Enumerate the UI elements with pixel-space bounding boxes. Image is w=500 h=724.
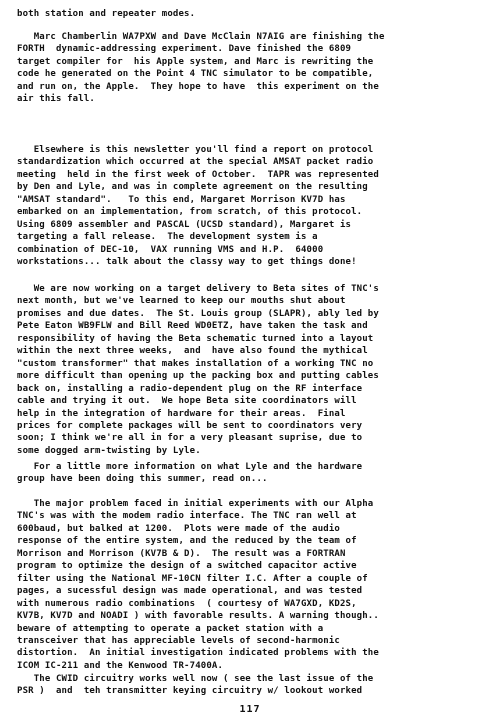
text-line: Using 6809 assembler and PASCAL (UCSD standard), Margaret is	[17, 219, 352, 230]
text-line: target compiler for his Apple system, and Marc is rewriting the	[17, 56, 374, 67]
text-line: beware of attempting to operate a packet station with a	[17, 623, 324, 634]
text-line: For a little more information on what Lyle and the hardware	[17, 462, 363, 472]
text-line: responsibility of having the Beta schematic turned into a layout	[17, 333, 374, 344]
text-line: ICOM IC-211 and the Kenwood TR-7400A.	[17, 660, 224, 671]
text-line: "AMSAT standard". To this end, Margaret Morrison KV7D has	[17, 194, 346, 205]
text-line: prices for complete packages will be sent to coordinators very	[17, 420, 363, 431]
text-line: promises and due dates. The St. Louis group (SLAPR), ably led by	[17, 308, 379, 319]
text-line: "custom transformer" that makes installation of a working TNC no	[17, 358, 374, 369]
text-line: by Den and Lyle, and was in complete agreement on the resulting	[17, 182, 368, 193]
page-number: 117	[239, 704, 261, 715]
text-line: embarked on an implementation, from scratch, of this protocol.	[17, 207, 363, 218]
text-line: The major problem faced in initial experiments with our Alpha	[17, 499, 374, 509]
text-line: pages, a sucessful design was made operational, and was tested	[17, 586, 363, 597]
text-line: combination of DEC-10, VAX running VMS and H.P. 64000	[17, 244, 324, 255]
text-line: program to optimize the design of a switched capacitor active	[17, 561, 357, 572]
text-line: standardization which occurred at the special AMSAT packet radio	[17, 157, 374, 168]
text-line: 600baud, but balked at 1200. Plots were made of the audio	[17, 523, 340, 534]
text-line: targeting a fall release. The development system is a	[17, 232, 318, 243]
text-line: FORTH dynamic-addressing experiment. Dave finished the 6809	[17, 44, 352, 55]
text-line: more difficult than opening up the packing box and putting cables	[17, 371, 379, 382]
text-line: soon; I think we're all in for a very pleasant suprise, due to	[17, 433, 363, 444]
text-line: Pete Eaton WB9FLW and Bill Reed WD0ETZ, have taken the task and	[17, 321, 368, 332]
text-line: both station and repeater modes.	[17, 9, 196, 19]
text-line: PSR ) and teh transmitter keying circuitry w/ lookout worked	[17, 686, 363, 697]
text-line: TNC's was with the modem radio interface. The TNC ran well at	[17, 511, 357, 522]
text-line: response of the entire system, and the reduced by the team of	[17, 536, 357, 547]
text-line: workstations... talk about the classy way to get things done!	[17, 257, 357, 268]
text-line: help in the integration of hardware for their areas. Final	[17, 408, 346, 419]
text-line: cable and trying it out. We hope Beta site coordinators will	[17, 396, 357, 407]
text-line: KV7B, KV7D and NOADI ) with favorable results. A warning though..	[17, 611, 379, 622]
text-line: transceiver that has appreciable levels of second-harmonic	[17, 635, 340, 646]
text-line: The CWID circuitry works well now ( see the last issue of the	[17, 674, 374, 684]
text-line: within the next three weeks, and have also found the mythical	[17, 346, 368, 357]
text-line: We are now working on a target delivery to Beta sites of TNC's	[17, 284, 379, 294]
text-line: next month, but we've learned to keep our mouths shut about	[17, 296, 346, 307]
text-line: back on, installing a radio-dependent plug on the RF interface	[17, 383, 363, 394]
text-line: and run on, the Apple. They hope to have this experiment on the	[17, 81, 379, 92]
text-line: Morrison and Morrison (KV7B & D). The result was a FORTRAN	[17, 548, 346, 559]
text-line: group have been doing this summer, read on...	[17, 474, 268, 485]
text-line: filter using the National MF-10CN filter I.C. After a couple of	[17, 573, 368, 584]
text-line: Elsewhere is this newsletter you'll find a report on protocol	[17, 145, 374, 155]
text-line: distortion. An initial investigation indicated problems with the	[17, 648, 379, 659]
text-line: meeting held in the first week of October. TAPR was represented	[17, 169, 379, 180]
text-line: code he generated on the Point 4 TNC simulator to be compatible,	[17, 69, 374, 80]
text-line: with numerous radio combinations ( courtesy of WA7GXD, KD2S,	[17, 598, 357, 609]
text-line: Marc Chamberlin WA7PXW and Dave McClain N7AIG are finishing the	[17, 32, 385, 42]
text-line: some dogged arm-twisting by Lyle.	[17, 445, 201, 456]
text-line: air this fall.	[17, 94, 95, 105]
